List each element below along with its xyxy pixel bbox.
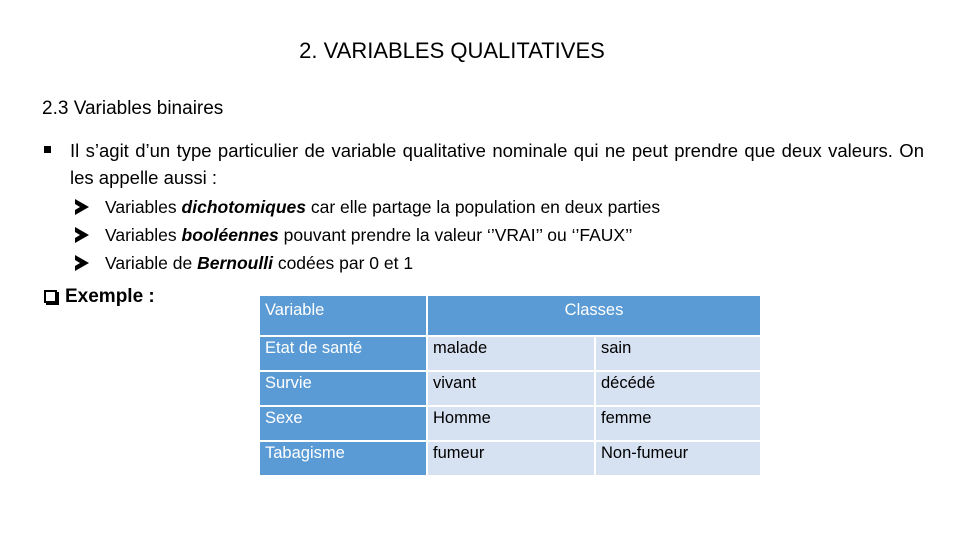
header-variable: Variable — [260, 296, 426, 335]
table-row: Etat de santé malade sain — [260, 337, 760, 370]
table-row: Sexe Homme femme — [260, 407, 760, 440]
slide-title: 2. VARIABLES QUALITATIVES — [299, 38, 605, 63]
arrow-bullet-icon — [75, 255, 89, 271]
checkbox-bullet-icon — [44, 290, 57, 303]
intro-bullet — [44, 137, 924, 191]
arrow-bullet-icon — [75, 227, 89, 243]
table-row: Tabagisme fumeur Non-fumeur — [260, 442, 760, 475]
arrow-bullet-icon — [75, 199, 89, 215]
table-row: Survie vivant décédé — [260, 372, 760, 405]
variable-type-list — [75, 193, 660, 277]
example-table — [258, 294, 762, 477]
header-classes: Classes — [428, 296, 760, 335]
term-emphasis: Bernoulli — [197, 253, 273, 273]
square-bullet-icon — [44, 146, 51, 153]
list-item: Variables dichotomiques car elle partage la population en deux parties — [75, 193, 660, 221]
section-subtitle: 2.3 Variables binaires — [42, 98, 224, 119]
example-heading: Exemple : — [44, 286, 155, 308]
intro-text: Il s’agit d’un type particulier de variable qualitative nominale qui ne peut prendre que deux valeurs. On les appelle aussi : — [70, 140, 924, 188]
list-item: Variable de Bernoulli codées par 0 et 1 — [75, 249, 660, 277]
term-emphasis: dichotomiques — [181, 197, 306, 217]
table-header-row — [260, 296, 760, 335]
list-item: Variables booléennes pouvant prendre la valeur ‘’VRAI’’ ou ‘’FAUX’’ — [75, 221, 660, 249]
term-emphasis: booléennes — [181, 225, 279, 245]
